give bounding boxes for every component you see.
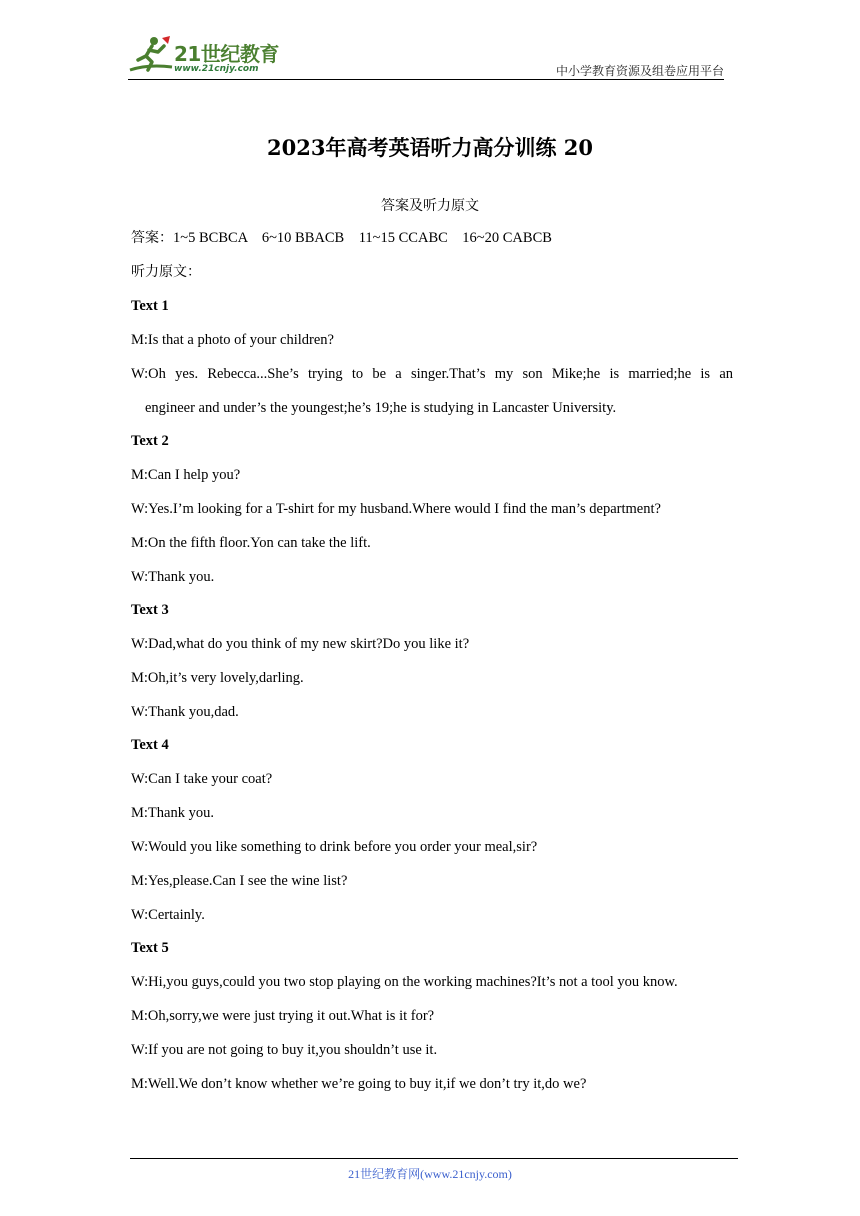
answer-key: 1~5 BCBCA 6~10 BBACB 11~15 CCABC 16~20 CABCB [173,230,552,246]
page-subtitle: 答案及听力原文 [381,198,479,214]
header-tagline: 中小学教育资源及组卷应用平台 [555,64,724,78]
dialogue-line: W:Dad,what do you think of my new skirt?Do you like it? [131,636,470,652]
footer-divider [130,1158,738,1159]
dialogue-line: M:Yes,please.Can I see the wine list? [131,873,348,889]
dialogue-line: M:Oh,sorry,we were just trying it out.What is it for? [131,1008,435,1024]
dialogue-line: M:Can I help you? [131,467,241,483]
dialogue-line: M:On the fifth floor.Yon can take the lift. [131,535,371,551]
section-heading: Text 4 [131,737,169,753]
dialogue-line: W:Hi,you guys,could you two stop playing on the working machines?It’s not a tool you know. [131,974,678,990]
dialogue-line-continuation: engineer and under’s the youngest;he’s 19;he is studying in Lancaster University. [145,400,617,416]
transcript-label: 听力原文： [131,264,201,280]
site-logo[interactable] [128,34,298,78]
header-divider [128,79,724,80]
answer-label: 答案： [131,230,173,246]
dialogue-line: W:Thank you,dad. [131,704,239,720]
page-title: 2023年高考英语听力高分训练 20 [267,135,593,160]
dialogue-line: M:Thank you. [131,805,214,821]
answer-line [131,228,733,248]
section-heading: Text 3 [131,602,169,618]
section-heading: Text 5 [131,940,169,956]
dialogue-line: M:Oh,it’s very lovely,darling. [131,670,304,686]
footer-link[interactable]: 21世纪教育网(www.21cnjy.com) [348,1167,512,1181]
section-heading: Text 1 [131,298,169,314]
dialogue-line: W:Oh yes. Rebecca...She’s trying to be a singer.That’s my son Mike;he is married;he is an [131,366,733,382]
dialogue-line: W:Yes.I’m looking for a T-shirt for my husband.Where would I find the man’s department? [131,501,661,517]
section-heading: Text 2 [131,433,169,449]
page-header [128,34,724,80]
dialogue-line: W:Thank you. [131,569,215,585]
logo-url: www.21cnjy.com [174,64,259,74]
dialogue-line: M:Well.We don’t know whether we’re going to buy it,if we don’t try it,do we? [131,1076,587,1092]
dialogue-line: W:Certainly. [131,907,205,923]
dialogue-line: W:If you are not going to buy it,you shouldn’t use it. [131,1042,438,1058]
runner-logo-icon [128,34,174,78]
logo-wordmark: 21世纪教育 [174,42,279,66]
dialogue-line: W:Would you like something to drink before you order your meal,sir? [131,839,538,855]
dialogue-line: W:Can I take your coat? [131,771,273,787]
dialogue-line: M:Is that a photo of your children? [131,332,334,348]
